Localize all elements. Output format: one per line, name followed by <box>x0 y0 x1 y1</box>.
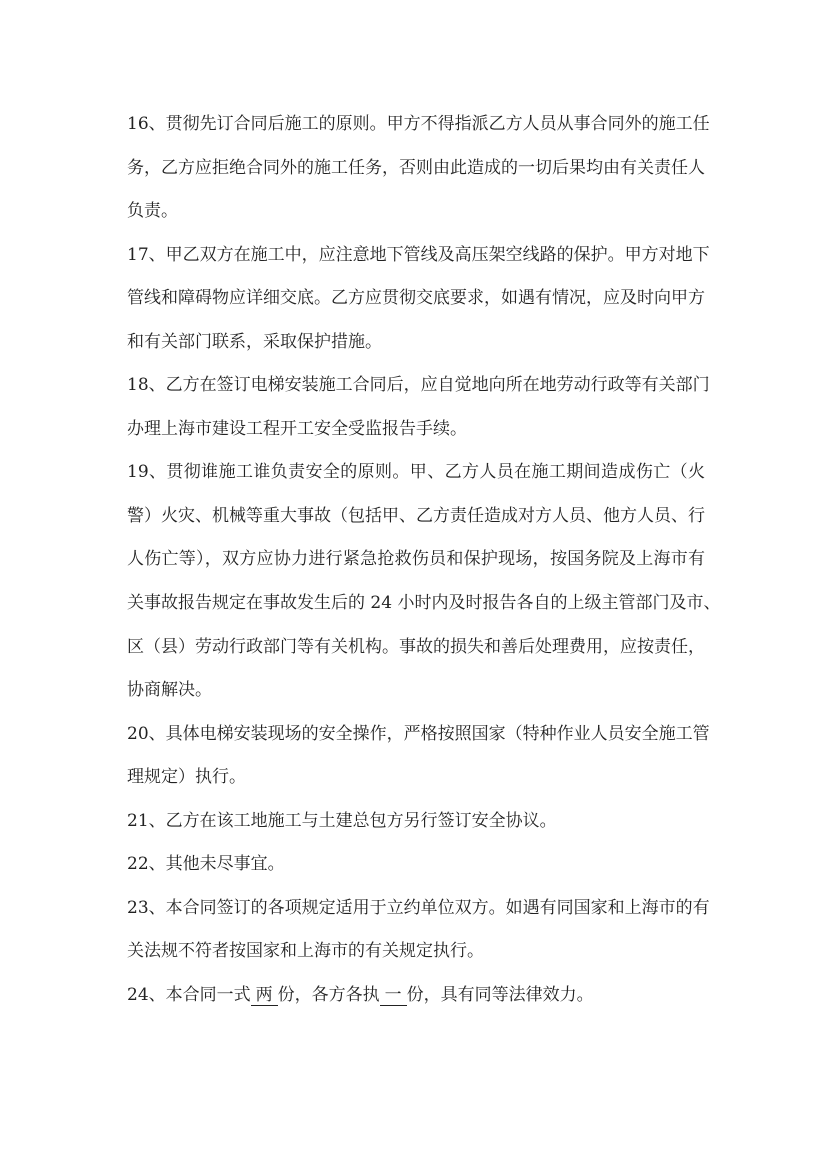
clause-16 <box>127 103 710 234</box>
clause-21 <box>127 800 705 844</box>
clause-line: 19、贯彻谁施工谁负责安全的原则。甲、乙方人员在施工期间造成伤亡（火 <box>127 462 705 483</box>
clause-19 <box>127 451 721 712</box>
clause-line: 17、甲乙双方在施工中，应注意地下管线及高压架空线路的保护。甲方对地下 <box>127 244 710 265</box>
clause-line: 人伤亡等），双方应协力进行紧急抢救伤员和保护现场，按国务院及上海市有 <box>127 549 705 570</box>
clause-24-middle: 份，各方各执 <box>277 984 380 1005</box>
clause-24 <box>127 974 705 1018</box>
clause-line: 23、本合同签订的各项规定适用于立约单位双方。如遇有同国家和上海市的有 <box>127 897 710 918</box>
clause-line: 办理上海市建设工程开工安全受监报告手续。 <box>127 418 467 439</box>
clause-20 <box>127 713 710 800</box>
clause-line: 和有关部门联系，采取保护措施。 <box>127 331 382 352</box>
clause-line: 关事故报告规定在事故发生后的 24 小时内及时报告各自的上级主管部门及市、 <box>127 593 721 614</box>
clause-24-prefix: 24、本合同一式 <box>127 984 251 1005</box>
clause-23 <box>127 887 710 974</box>
clause-line: 20、具体电梯安装现场的安全操作，严格按照国家（特种作业人员安全施工管 <box>127 723 710 744</box>
clause-24-suffix: 份，具有同等法律效力。 <box>406 984 594 1005</box>
clause-line: 理规定）执行。 <box>127 767 246 788</box>
clause-line: 区（县）劳动行政部门等有关机构。事故的损失和善后处理费用，应按责任， <box>127 636 705 657</box>
clause-line: 警）火灾、机械等重大事故（包括甲、乙方责任造成对方人员、他方人员、行 <box>127 505 705 526</box>
clause-18 <box>127 364 710 451</box>
contract-clauses <box>127 103 721 1017</box>
clause-line: 管线和障碍物应详细交底。乙方应贯彻交底要求，如遇有情况，应及时向甲方 <box>127 288 705 309</box>
clause-17 <box>127 234 710 365</box>
clause-line: 负责。 <box>127 201 178 222</box>
clause-line: 21、乙方在该工地施工与土建总包方另行签订安全协议。 <box>127 810 557 831</box>
clause-22 <box>127 843 705 887</box>
copies-each-blank: 一 <box>380 985 407 1006</box>
clause-line: 22、其他未尽事宜。 <box>127 854 285 875</box>
clause-line: 18、乙方在签订电梯安装施工合同后，应自觉地向所在地劳动行政等有关部门 <box>127 375 710 396</box>
clause-line: 16、贯彻先订合同后施工的原则。甲方不得指派乙方人员从事合同外的施工任 <box>127 114 710 134</box>
clause-line: 关法规不符者按国家和上海市的有关规定执行。 <box>127 941 484 962</box>
clause-line <box>127 974 705 1018</box>
clause-line: 协商解决。 <box>127 680 212 701</box>
copies-total-blank: 两 <box>251 985 278 1006</box>
clause-line: 务，乙方应拒绝合同外的施工任务，否则由此造成的一切后果均由有关责任人 <box>127 157 705 178</box>
